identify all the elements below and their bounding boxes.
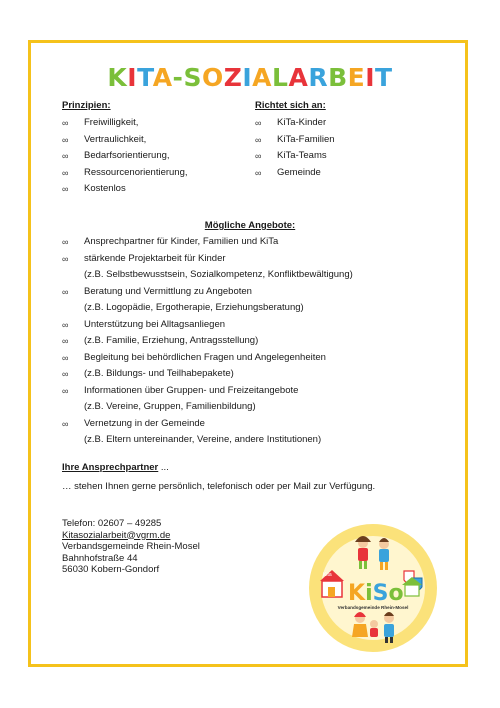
list-item-text: Ressourcenorientierung, (84, 166, 188, 178)
address-block (62, 518, 200, 576)
title-letter: R (308, 63, 329, 92)
title-letter: I (365, 63, 376, 92)
kiso-logo (308, 523, 438, 653)
title-letter: T (137, 63, 153, 92)
list-item-text: Gemeinde (277, 166, 321, 178)
list-item-detail: (z.B. Selbstbewusstsein, Sozialkompetenz, Konfliktbewältigung) (84, 269, 353, 280)
title-letter: - (172, 63, 184, 92)
infinity-bullet-icon: ∞ (62, 151, 69, 161)
infinity-bullet-icon: ∞ (255, 134, 262, 145)
svg-text:KiSo (348, 581, 404, 606)
list-item (62, 286, 353, 303)
logo-subtitle: Verbandsgemeinde Rhein-Mosel (337, 605, 409, 610)
contact-heading (62, 462, 169, 473)
contact-heading-suffix: ... (158, 462, 169, 473)
list-item (62, 117, 188, 134)
list-item-text: Ansprechpartner für Kinder, Familien und KiTa (84, 236, 279, 247)
title-letter: I (127, 63, 138, 92)
list-item-text: Beratung und Vermittlung zu Angeboten (84, 285, 252, 297)
list-item (255, 134, 335, 151)
list-item (62, 236, 353, 253)
richtet-heading: Richtet sich an: (255, 100, 326, 111)
list-item-text: KiTa-Teams (277, 150, 327, 161)
list-item-text: Unterstützung bei Alltagsanliegen (84, 318, 226, 330)
title-letter: T (375, 63, 393, 92)
list-item (62, 335, 353, 352)
logo-letter-i: i (365, 581, 373, 606)
infinity-bullet-icon: ∞ (62, 385, 69, 396)
infinity-bullet-icon: ∞ (62, 352, 69, 363)
list-item-text: KiTa-Kinder (277, 117, 327, 128)
logo-letter-k: K (348, 581, 366, 606)
title-letter: Z (223, 63, 243, 92)
page-title (0, 63, 500, 92)
list-item (62, 385, 353, 402)
list-item-text: (z.B. Bildungs- und Teilhabepakete) (84, 368, 234, 379)
list-item (62, 368, 353, 385)
list-item-text: Bedarfsorientierung, (84, 150, 170, 161)
infinity-bullet-icon: ∞ (62, 167, 69, 178)
infinity-bullet-icon: ∞ (62, 237, 69, 247)
list-item (62, 183, 188, 200)
infinity-bullet-icon: ∞ (62, 118, 69, 128)
list-item-text: Begleitung bei behördlichen Fragen und Angelegenheiten (84, 351, 326, 363)
list-item-text: KiTa-Familien (277, 133, 335, 145)
email-link[interactable]: Kitasozialarbeit@vgrm.de (62, 529, 171, 541)
infinity-bullet-icon: ∞ (255, 167, 262, 178)
title-letter: A (152, 63, 173, 92)
contact-heading-text: Ihre Ansprechpartner (62, 462, 159, 473)
phone-text: Telefon: 02607 – 49285 (62, 518, 162, 529)
list-item (255, 150, 335, 167)
richtet-section (255, 100, 335, 183)
list-item (62, 352, 353, 369)
list-item (62, 253, 353, 270)
logo-letter-s: S (372, 581, 389, 606)
list-item (62, 134, 188, 151)
list-item-detail: (z.B. Logopädie, Ergotherapie, Erziehungsberatung) (84, 302, 304, 313)
angebote-heading: Mögliche Angebote: (204, 220, 296, 231)
angebote-list (62, 236, 353, 451)
title-letter: E (347, 63, 366, 92)
list-item-text: Freiwilligkeit, (84, 117, 139, 128)
title-letter: K (107, 63, 128, 92)
prinzipien-list (62, 117, 188, 200)
logo-letter-o: o (388, 581, 404, 606)
list-item-text: Informationen über Gruppen- und Freizeitangebote (84, 384, 299, 396)
infinity-bullet-icon: ∞ (62, 369, 69, 379)
org-name: Verbandsgemeinde Rhein-Mosel (62, 541, 200, 552)
title-letter: A (288, 63, 309, 92)
title-letter: A (252, 63, 273, 92)
infinity-bullet-icon: ∞ (62, 184, 69, 194)
prinzipien-heading: Prinzipien: (62, 100, 111, 111)
infinity-bullet-icon: ∞ (62, 336, 69, 346)
title-letter: I (242, 63, 253, 92)
title-letter: O (201, 63, 224, 92)
list-item (62, 418, 353, 435)
infinity-bullet-icon: ∞ (255, 118, 262, 128)
logo-kita-label: Kita (323, 572, 332, 578)
infinity-bullet-icon: ∞ (62, 319, 69, 330)
list-item-detail: (z.B. Eltern untereinander, Vereine, andere Institutionen) (84, 434, 322, 445)
infinity-bullet-icon: ∞ (62, 418, 69, 429)
list-item-detail: (z.B. Vereine, Gruppen, Familienbildung) (84, 401, 256, 412)
contact-text: … stehen Ihnen gerne persönlich, telefonisch oder per Mail zur Verfügung. (62, 481, 376, 492)
title-letter: B (328, 63, 348, 92)
city-address: 56030 Kobern-Gondorf (62, 564, 160, 575)
prinzipien-section (62, 100, 188, 200)
title-letter: S (183, 63, 202, 92)
list-item-text: (z.B. Familie, Erziehung, Antragsstellung) (84, 335, 259, 346)
list-item (255, 167, 335, 184)
list-item (62, 167, 188, 184)
list-item-text: Vernetzung in der Gemeinde (84, 417, 205, 429)
infinity-bullet-icon: ∞ (62, 253, 69, 264)
list-item (62, 319, 353, 336)
infinity-bullet-icon: ∞ (255, 151, 262, 161)
list-item (62, 150, 188, 167)
list-item (255, 117, 335, 134)
list-item-text: Vertraulichkeit, (84, 133, 147, 145)
richtet-list (255, 117, 335, 183)
list-item-text: Kostenlos (84, 183, 126, 194)
infinity-bullet-icon: ∞ (62, 286, 69, 297)
street-address: Bahnhofstraße 44 (62, 552, 138, 564)
list-item-text: stärkende Projektarbeit für Kinder (84, 252, 226, 264)
infinity-bullet-icon: ∞ (62, 134, 69, 145)
title-letter: L (272, 63, 289, 92)
